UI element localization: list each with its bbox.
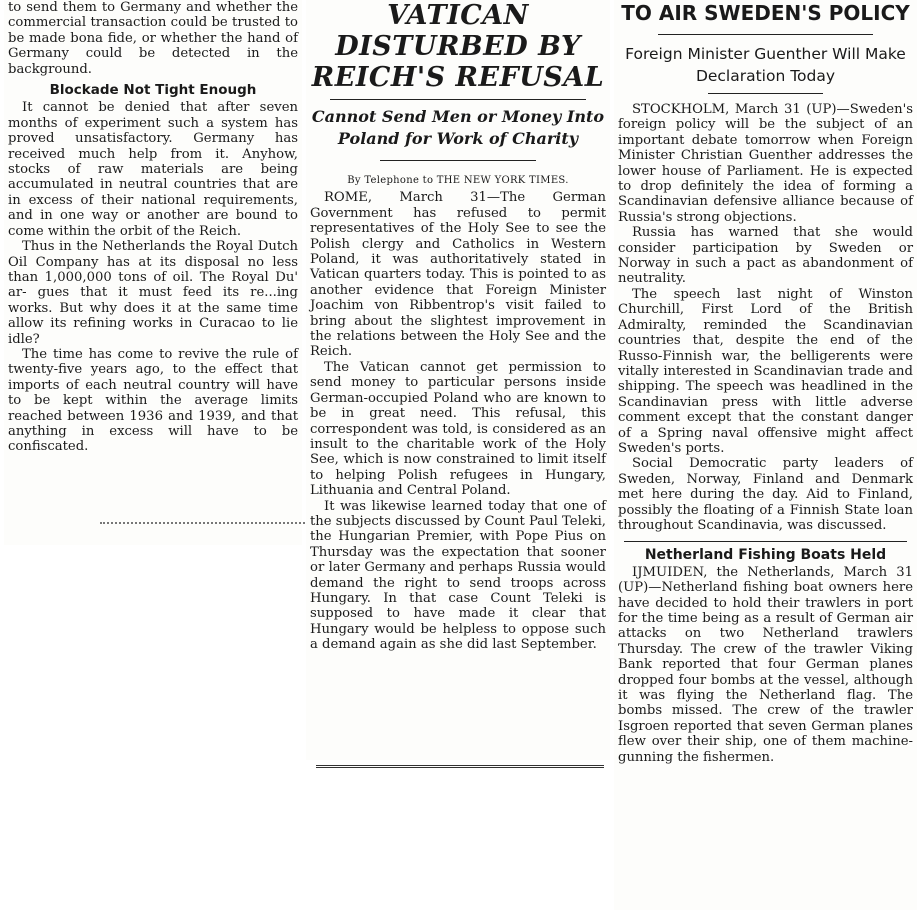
left-paragraph-3: The time has come to revive the rule of twenty-five years ago, to the effect that imports of each neutral country will have to be kept within the average limits reached between 1936 and 1939, and that anything in excess will have to be confiscated. [8, 346, 298, 455]
left-column-bottom-rule [100, 522, 305, 524]
byline: By Telephone to THE NEW YORK TIMES. [347, 175, 569, 186]
fishing-boats-headline: Netherland Fishing Boats Held [644, 547, 887, 564]
middle-paragraph-1: ROME, March 31—The German Government has refused to permit representatives of the Holy See to see the Polish clergy and Catholics in Western Poland, it was authoritatively stated in Vatican quarters today. This is pointed to as another evidence that Foreign Minister Joachim von Ribbentrop's visit failed to bring about the slightest improvement in the relations between the Holy See and the Reich. [310, 190, 606, 360]
sweden-headline: TO AIR SWEDEN'S POLICY [621, 1, 910, 25]
right-column [614, 0, 917, 910]
middle-paragraph-3: It was likewise learned today that one of the subjects discussed by Count Paul Teleki, the Hungarian Premier, with Pope Pius on Thursday was the expectation that sooner or later Germany and perhaps Russia would demand the right to send troops across Hungary. In that case Count Teleki is supposed to have made it clear that Hungary would be helpless to oppose such a demand again as she did last September. [310, 498, 606, 653]
right-deck-rule [708, 93, 823, 94]
right-headline-rule [658, 34, 873, 35]
right-paragraph-3: The speech last night of Winston Churchill, First Lord of the British Admiralty, reminded the Scandinavian countries that, despite the end of the Russo-Finnish war, the belligerents were vitally interested in Scandinavian trade and shipping. The speech was headlined in the Scandinavian press with little adverse comment except that the constant danger of a Spring naval offensive might affect Sweden's ports. [618, 286, 913, 456]
sweden-deck: Foreign Minister Guenther Will Make Declaration Today [625, 45, 906, 85]
left-subhead: Blockade Not Tight Enough [49, 82, 257, 99]
deck-rule [380, 160, 536, 161]
right-section-rule [624, 541, 907, 542]
vatican-deck: Cannot Send Men or Money Into Poland for Work of Charity [311, 107, 605, 148]
middle-column [306, 0, 610, 760]
right-paragraph-4: Social Democratic party leaders of Sweden, Norway, Finland and Denmark met here during the day. Aid to Finland, possibly the floating of a Finnish State loan throughout Scandinavia, was discussed. [618, 456, 913, 533]
headline-rule [330, 99, 586, 100]
right-paragraph-2: Russia has warned that she would consider participation by Sweden or Norway in such a pact as abandonment of neutrality. [618, 225, 913, 287]
left-paragraph-2: Thus in the Netherlands the Royal Dutch Oil Company has at its disposal no less than 1,000,000 tons of oil. The Royal Du' ar- gues that it must feed its re...ing works. But why does it at the same time allow its refining works in Curacao to lie idle? [8, 239, 298, 347]
vatican-headline: VATICAN DISTURBED BY REICH'S REFUSAL [311, 0, 605, 93]
middle-column-bottom-rule [316, 765, 604, 768]
fishing-boats-paragraph: IJMUIDEN, the Netherlands, March 31 (UP)—Netherland fishing boat owners here have decided to hold their trawlers in port for the time being as a result of German air attacks on two Netherland trawlers Thursday. The crew of the trawler Viking Bank reported that four German planes dropped four bombs at the vessel, although it was flying the Netherland flag. The bombs missed. The crew of the trawler Isgroen reported that seven German planes flew over their ship, one of them machine-gunning the fishermen. [618, 564, 913, 765]
left-paragraph-1: It cannot be denied that after seven months of experiment such a system has proved unsatisfactory. Germany has received much help from it. Anyhow, stocks of raw materials are being accumulated in neutral countries that are in excess of their national requirements, and in one way or another are bound to come within the orbit of the Reich. [8, 100, 298, 239]
left-lead-paragraph: to send them to Germany and whether the commercial transaction could be trusted to be made bona fide, or whether the hand of Germany could be detected in the background. [8, 0, 298, 77]
left-column [4, 0, 302, 545]
middle-paragraph-2: The Vatican cannot get permission to send money to particular persons inside German-occupied Poland who are known to be in great need. This refusal, this correspondent was told, is considered as an insult to the charitable work of the Holy See, which is now constrained to limit itself to helping Polish refugees in Hungary, Lithuania and Central Poland. [310, 359, 606, 499]
right-paragraph-1: STOCKHOLM, March 31 (UP)—Sweden's foreign policy will be the subject of an important debate tomorrow when Foreign Minister Christian Guenther addresses the lower house of Parliament. He is expected to drop definitely the idea of forming a Scandinavian defensive alliance because of Russia's strong objections. [618, 102, 913, 225]
